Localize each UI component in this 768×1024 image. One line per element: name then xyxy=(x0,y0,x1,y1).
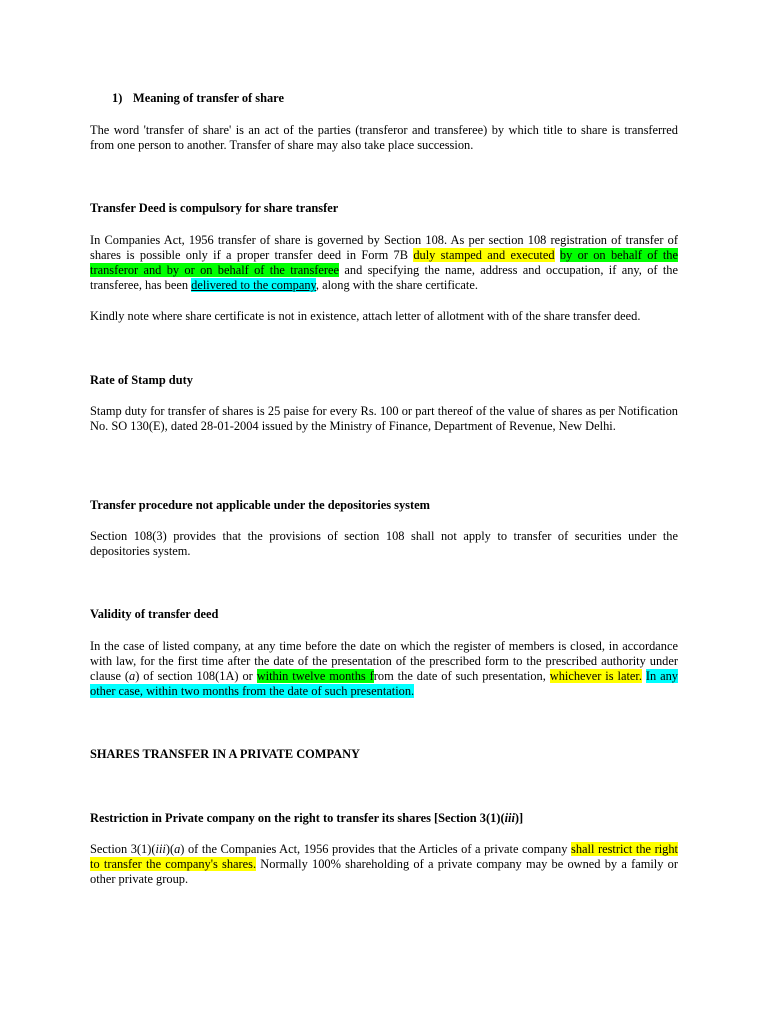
heading-private-company: SHARES TRANSFER IN A PRIVATE COMPANY xyxy=(90,747,360,761)
heading-number: 1) xyxy=(112,91,123,105)
text-run: )( xyxy=(165,842,175,856)
text-run: Section 3(1)( xyxy=(90,842,156,856)
paragraph-restriction xyxy=(90,842,678,887)
paragraph-transfer-deed xyxy=(90,233,678,293)
highlight-cyan: delivered to the company xyxy=(191,278,316,292)
text-italic: iii xyxy=(155,842,166,856)
heading-meaning-text: Meaning of transfer of share xyxy=(133,91,284,105)
heading-transfer-deed: Transfer Deed is compulsory for share transfer xyxy=(90,201,339,215)
text-run: ) of section 108(1A) or xyxy=(135,669,257,683)
text-run: , along with the share certificate. xyxy=(315,278,478,292)
highlight-yellow: duly stamped and executed xyxy=(413,248,555,262)
heading-restriction xyxy=(90,811,678,826)
paragraph-stamp-duty: Stamp duty for transfer of shares is 25 paise for every Rs. 100 or part thereof of the value of shares as per Notification No. SO 130(E), dated 28-01-2004 issued by the Ministry of Finance, Department of Revenue, New Delhi. xyxy=(90,404,678,433)
heading-stamp-duty: Rate of Stamp duty xyxy=(90,373,193,387)
heading-depositories: Transfer procedure not applicable under the depositories system xyxy=(90,498,430,512)
paragraph-depositories: Section 108(3) provides that the provisions of section 108 shall not apply to transfer of securities under the depositories system. xyxy=(90,529,678,558)
text-run: and specifying the name, address and occupation, if any, of the transferee, has been xyxy=(90,263,678,292)
highlight-green: by or on behalf of the transferor and by or on behalf of the transferee xyxy=(90,248,679,277)
text-run: In the case of listed company, at any time before the date on which the register of members is closed, in accordance with law, for the first time after the date of the presentation of the prescribed form to the prescribed authority under clause ( xyxy=(90,639,678,683)
paragraph-meaning: The word 'transfer of share' is an act of the parties (transferor and transferee) by which title to share is transferred from one person to another. Transfer of share may also take place succession. xyxy=(90,123,678,152)
heading-validity: Validity of transfer deed xyxy=(90,607,219,621)
text-run: Restriction in Private company on the right to transfer its shares [Section 3(1)( xyxy=(90,811,505,825)
text-italic: a xyxy=(174,842,181,856)
highlight-cyan: In any other case, within two months from the date of such presentation. xyxy=(90,669,678,698)
text-italic: a xyxy=(129,669,136,683)
paragraph-validity xyxy=(90,639,678,699)
heading-meaning xyxy=(112,91,700,106)
paragraph-allotment-note: Kindly note where share certificate is not in existence, attach letter of allotment with of the share transfer deed. xyxy=(90,309,641,323)
highlight-yellow: whichever is later. xyxy=(549,669,642,683)
text-run: ) of the Companies Act, 1956 provides that the Articles of a private company xyxy=(180,842,571,856)
highlight-green: within twelve months f xyxy=(256,669,374,683)
text-run: In Companies Act, 1956 transfer of share is governed by Section 108. As per section 108 registration of transfer of shares is possible only if a proper transfer deed in Form 7B xyxy=(90,233,678,262)
text-run: rom the date of such presentation, xyxy=(373,669,550,683)
highlight-yellow: shall restrict the right to transfer the company's shares. xyxy=(90,842,678,871)
text-run: )] xyxy=(514,811,524,825)
text-run: Normally 100% shareholding of a private company may be owned by a family or other private group. xyxy=(90,857,678,886)
text-italic: iii xyxy=(504,811,515,825)
